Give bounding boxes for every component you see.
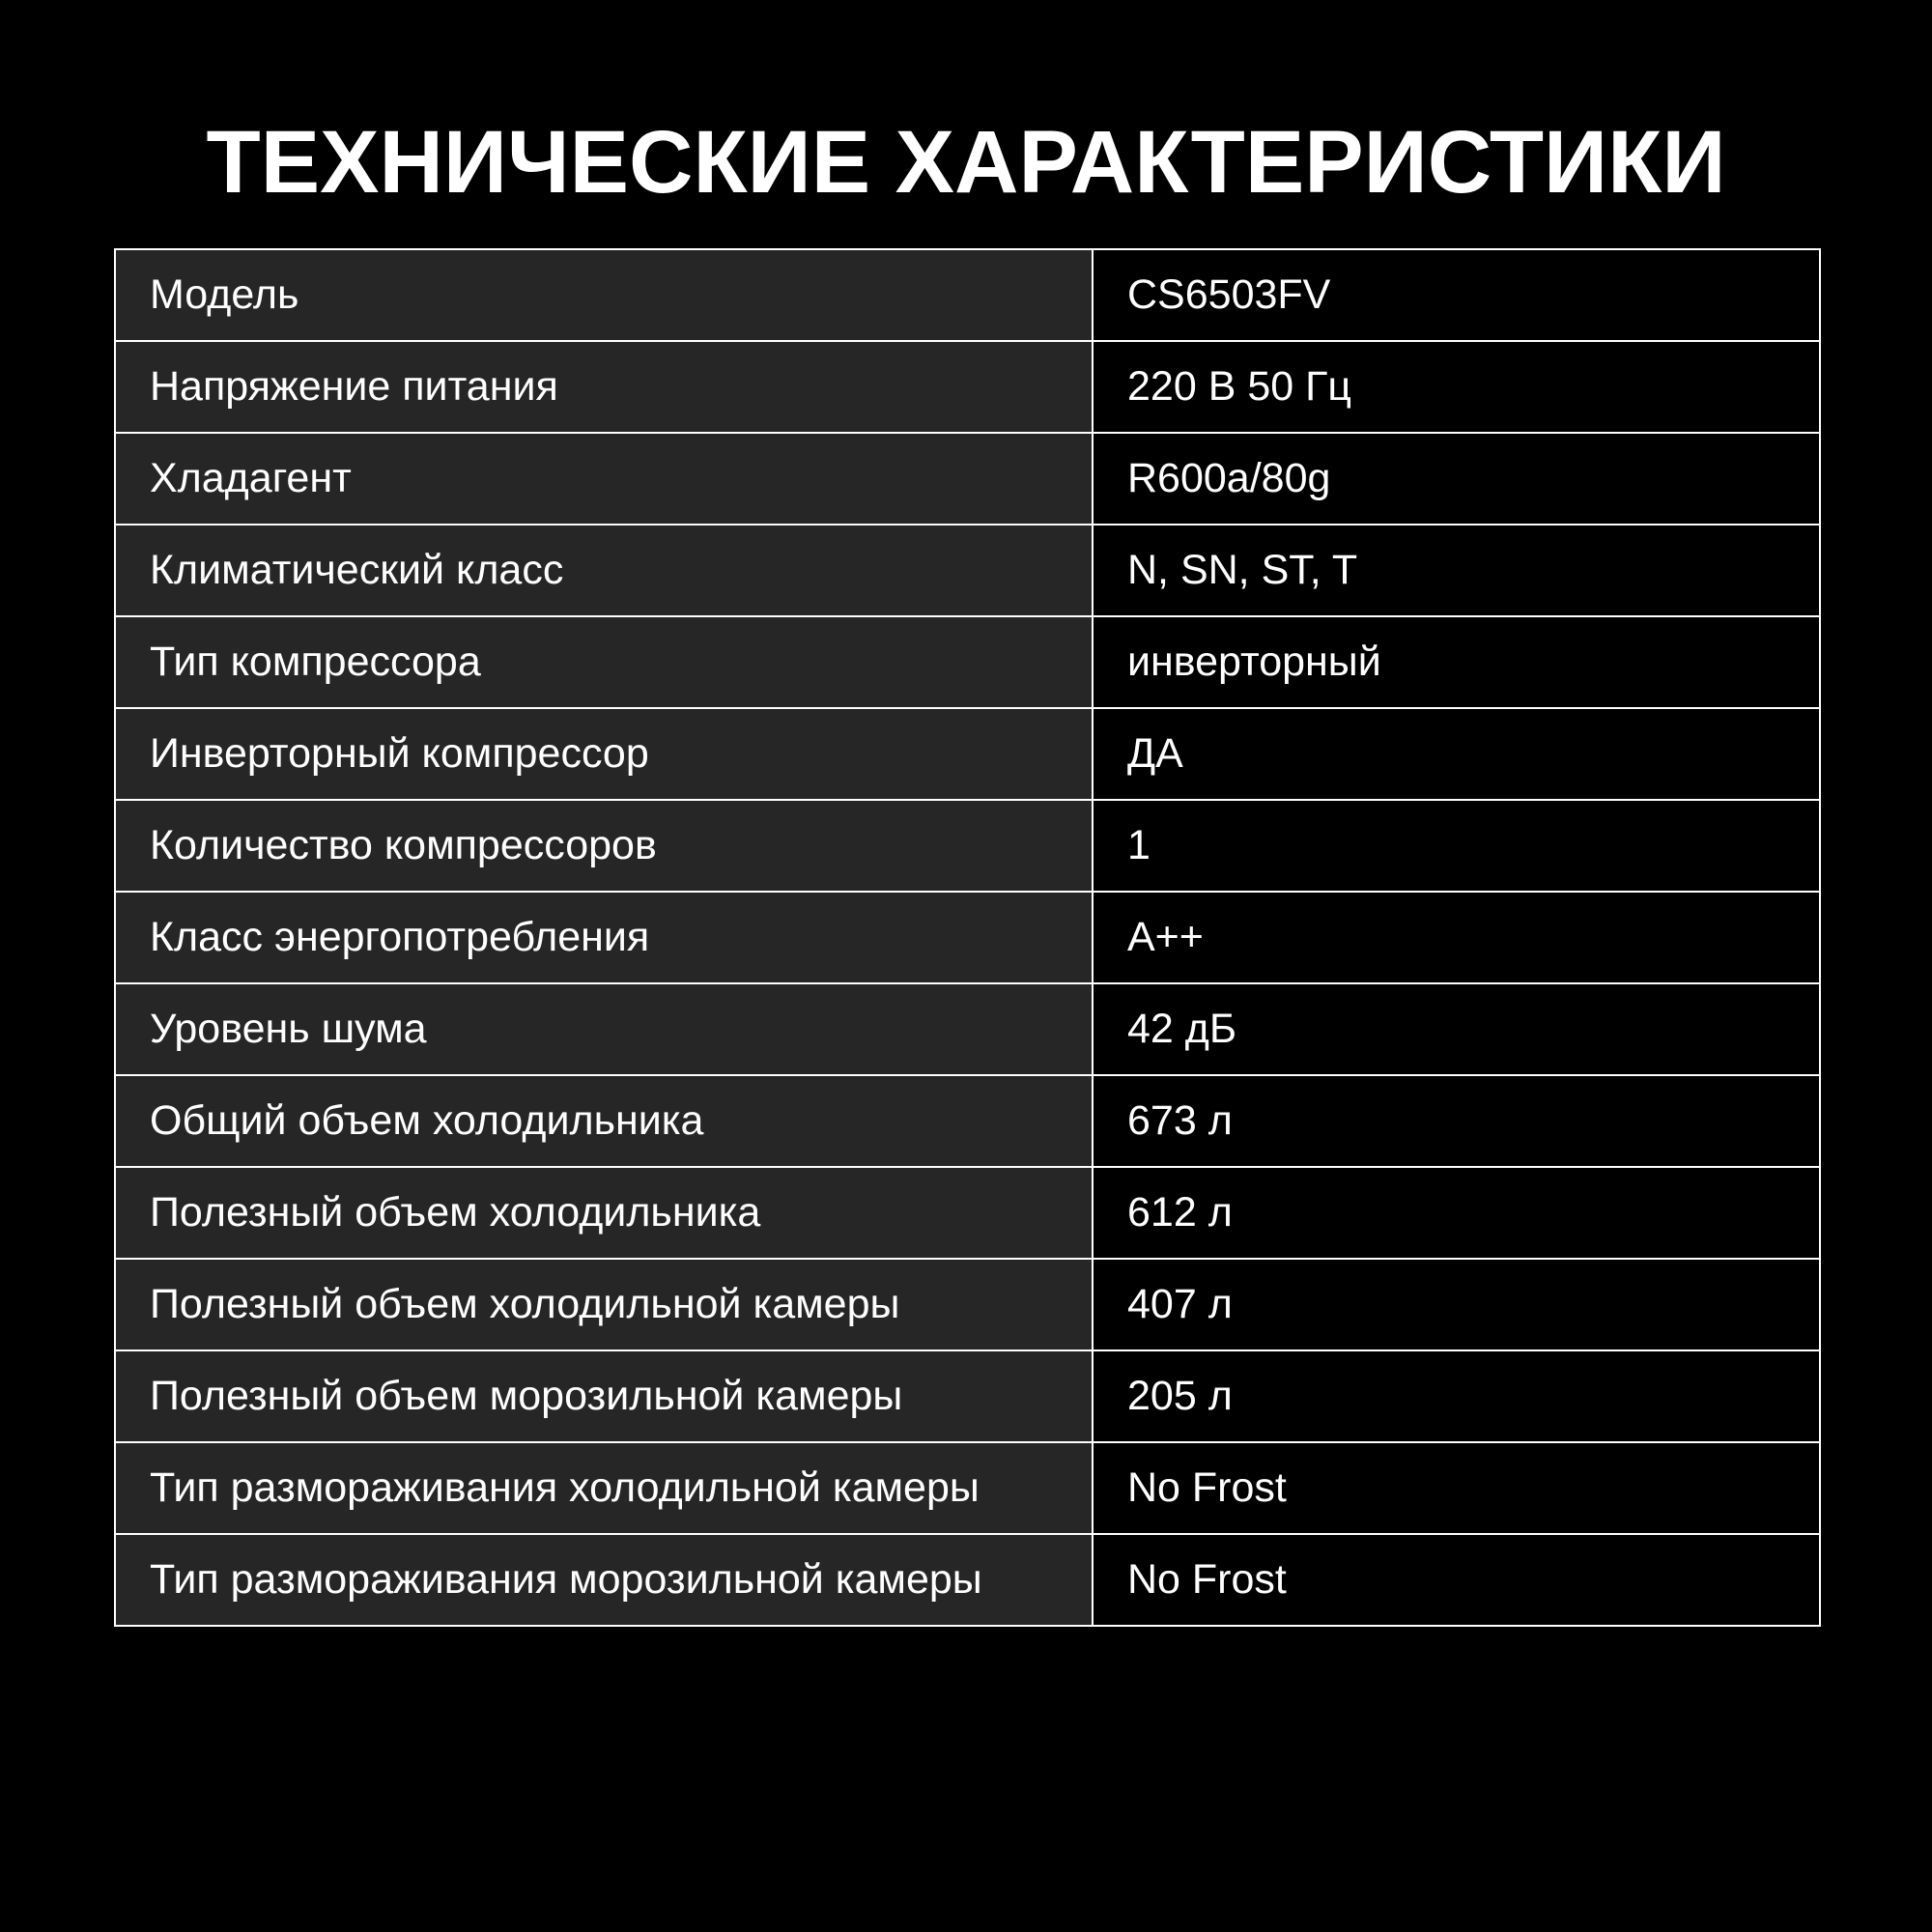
spec-name-cell: Инверторный компрессор — [115, 708, 1093, 800]
spec-name-cell: Тип размораживания морозильной камеры — [115, 1534, 1093, 1626]
spec-name-cell: Тип размораживания холодильной камеры — [115, 1442, 1093, 1534]
spec-name-cell: Общий объем холодильника — [115, 1075, 1093, 1167]
table-row — [115, 983, 1820, 1075]
spec-name-cell: Уровень шума — [115, 983, 1093, 1075]
spec-name-cell: Тип компрессора — [115, 616, 1093, 708]
spec-name-cell: Полезный объем холодильника — [115, 1167, 1093, 1259]
spec-value-cell: 612 л — [1093, 1167, 1820, 1259]
spec-value-cell: CS6503FV — [1093, 249, 1820, 341]
spec-name-cell: Полезный объем холодильной камеры — [115, 1259, 1093, 1350]
spec-value-cell: 407 л — [1093, 1259, 1820, 1350]
spec-name-cell: Модель — [115, 249, 1093, 341]
spec-value-cell: инверторный — [1093, 616, 1820, 708]
table-row — [115, 1167, 1820, 1259]
table-row — [115, 616, 1820, 708]
spec-value-cell: 220 В 50 Гц — [1093, 341, 1820, 433]
spec-name-cell: Климатический класс — [115, 525, 1093, 616]
spec-name-cell: Класс энергопотребления — [115, 892, 1093, 983]
spec-name-cell: Хладагент — [115, 433, 1093, 525]
spec-name-cell: Полезный объем морозильной камеры — [115, 1350, 1093, 1442]
table-row — [115, 892, 1820, 983]
spec-value-cell: ДА — [1093, 708, 1820, 800]
spec-value-cell: 673 л — [1093, 1075, 1820, 1167]
table-row — [115, 525, 1820, 616]
table-row — [115, 708, 1820, 800]
table-row — [115, 1075, 1820, 1167]
spec-name-cell: Напряжение питания — [115, 341, 1093, 433]
table-row — [115, 341, 1820, 433]
table-row — [115, 1259, 1820, 1350]
table-row — [115, 1442, 1820, 1534]
spec-table-body — [115, 249, 1820, 1626]
spec-value-cell: 42 дБ — [1093, 983, 1820, 1075]
page-title: ТЕХНИЧЕСКИЕ ХАРАКТЕРИСТИКИ — [206, 113, 1726, 212]
table-row — [115, 249, 1820, 341]
spec-value-cell: R600a/80g — [1093, 433, 1820, 525]
spec-value-cell: A++ — [1093, 892, 1820, 983]
spec-value-cell: 205 л — [1093, 1350, 1820, 1442]
table-row — [115, 1534, 1820, 1626]
spec-value-cell: N, SN, ST, T — [1093, 525, 1820, 616]
spec-table — [114, 248, 1821, 1627]
spec-value-cell: No Frost — [1093, 1534, 1820, 1626]
spec-name-cell: Количество компрессоров — [115, 800, 1093, 892]
table-row — [115, 800, 1820, 892]
table-row — [115, 1350, 1820, 1442]
table-row — [115, 433, 1820, 525]
spec-value-cell: No Frost — [1093, 1442, 1820, 1534]
spec-value-cell: 1 — [1093, 800, 1820, 892]
